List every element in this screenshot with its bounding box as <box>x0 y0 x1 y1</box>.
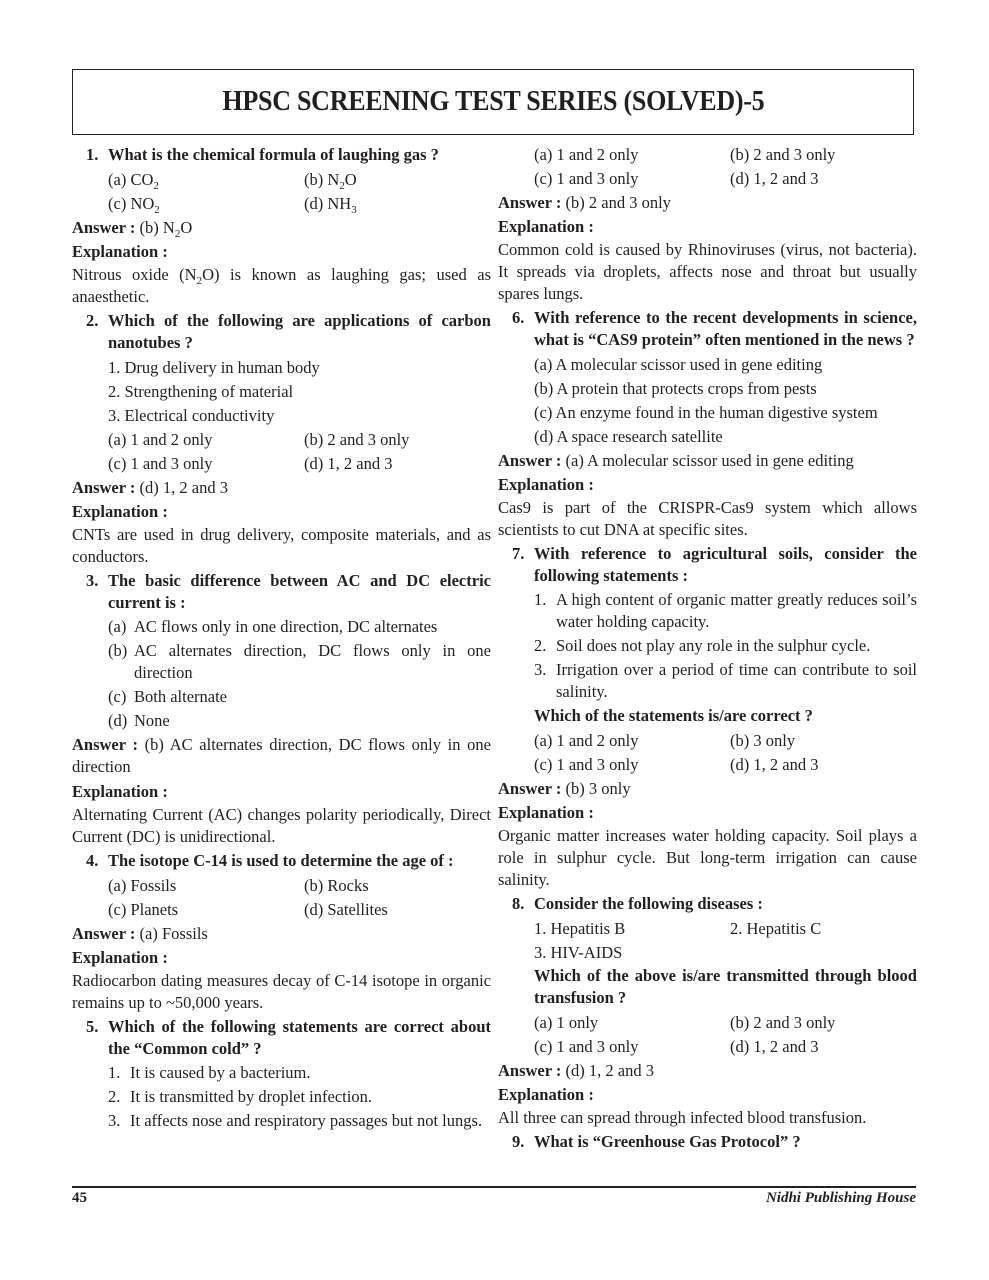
option-b: (b) 2 and 3 only <box>730 1013 836 1032</box>
statement-1: 1. Drug delivery in human body <box>108 358 320 377</box>
options <box>498 729 917 777</box>
statement-3: 3. Irrigation over a period of time can contribute to soil salinity. <box>534 660 917 701</box>
question-3 <box>72 570 491 848</box>
answer: Answer : (b) 3 only <box>498 779 631 798</box>
option-d: (d) 1, 2 and 3 <box>730 169 819 188</box>
option-a: (a) AC flows only in one direction, DC alternates <box>108 617 438 636</box>
option-b: (b) A protein that protects crops from pests <box>534 379 817 398</box>
option-b: (b) 2 and 3 only <box>730 145 836 164</box>
options <box>498 1011 917 1059</box>
question-text: 4. The isotope C-14 is used to determine the age of : <box>86 851 454 870</box>
explanation-text: All three can spread through infected blood transfusion. <box>498 1108 867 1127</box>
statement-1: 1. A high content of organic matter greatly reduces soil’s water holding capacity. <box>534 590 917 631</box>
statement-3: 3. Electrical conductivity <box>108 406 275 425</box>
statement-1: 1. It is caused by a bacterium. <box>108 1063 311 1082</box>
statement-3: 3. HIV-AIDS <box>534 943 623 962</box>
sub-question: Which of the above is/are transmitted through blood transfusion ? <box>534 966 917 1007</box>
question-text: 8. Consider the following diseases : <box>512 894 763 913</box>
question-9 <box>498 1131 917 1153</box>
left-column <box>72 143 491 1134</box>
options <box>72 428 491 476</box>
question-text: 2. Which of the following are applications of carbon nanotubes ? <box>86 311 491 352</box>
explanation-heading: Explanation : <box>72 242 168 261</box>
option-a: (a) A molecular scissor used in gene editing <box>534 355 823 374</box>
option-c: (c) An enzyme found in the human digestive system <box>534 403 878 422</box>
answer: Answer : (b) 2 and 3 only <box>498 193 671 212</box>
option-c: (c) $NO_2$ <box>108 194 160 216</box>
question-text: 5. Which of the following statements are correct about the “Common cold” ? <box>86 1017 491 1058</box>
option-c: (c) 1 and 3 only <box>534 1037 639 1056</box>
question-text: 3. The basic difference between AC and DC electric current is : <box>86 571 491 612</box>
answer: Answer : (d) 1, 2 and 3 <box>72 478 228 497</box>
answer: Answer : (d) 1, 2 and 3 <box>498 1061 654 1080</box>
publisher-name: Nidhi Publishing House <box>765 1190 916 1206</box>
question-8 <box>498 893 917 1129</box>
question-5 <box>72 1016 491 1132</box>
option-d: (d) Satellites <box>304 900 388 919</box>
footer-divider <box>72 1186 916 1188</box>
statement-1: 1. Hepatitis B <box>534 919 626 938</box>
option-c: (c) Both alternate <box>108 687 228 706</box>
page-title: HPSC SCREENING TEST SERIES (SOLVED)-5 <box>221 86 765 117</box>
options <box>498 143 917 191</box>
answer: Answer : (b) $N_2O$ <box>72 218 193 240</box>
answer: Answer : (a) Fossils <box>72 924 208 943</box>
option-c: (c) Planets <box>108 900 179 919</box>
explanation-heading: Explanation : <box>72 782 168 801</box>
question-2 <box>72 310 491 568</box>
option-a: (a) 1 only <box>534 1013 599 1032</box>
statements <box>498 917 917 965</box>
statement-2: 2. Soil does not play any role in the sulphur cycle. <box>534 636 871 655</box>
option-a: (a) 1 and 2 only <box>534 145 639 164</box>
answer: Answer : (b) AC alternates direction, DC flows only in one direction <box>72 735 492 776</box>
option-d: (d) 1, 2 and 3 <box>730 755 819 774</box>
option-a: (a) 1 and 2 only <box>108 430 213 449</box>
explanation-heading: Explanation : <box>498 475 594 494</box>
explanation-heading: Explanation : <box>72 948 168 967</box>
option-c: (c) 1 and 3 only <box>534 755 639 774</box>
explanation-heading: Explanation : <box>498 217 594 236</box>
right-column <box>498 143 917 1155</box>
question-text: 9. What is “Greenhouse Gas Protocol” ? <box>512 1132 801 1151</box>
question-text: 6. With reference to the recent developments in science, what is “CAS9 protein” often mentioned in the news ? <box>512 308 917 349</box>
title-box <box>72 69 914 135</box>
question-7 <box>498 543 917 891</box>
option-b: (b) AC alternates direction, DC flows only in one direction <box>108 641 491 682</box>
explanation-heading: Explanation : <box>72 502 168 521</box>
explanation-text: Alternating Current (AC) changes polarity periodically, Direct Current (DC) is unidirectional. <box>72 805 491 846</box>
option-c: (c) 1 and 3 only <box>534 169 639 188</box>
question-1 <box>72 144 491 308</box>
option-d: (d) $NH_3$ <box>304 194 357 216</box>
options <box>72 874 491 922</box>
statement-2: 2. Strengthening of material <box>108 382 294 401</box>
option-c: (c) 1 and 3 only <box>108 454 213 473</box>
option-a: (a) 1 and 2 only <box>534 731 639 750</box>
option-a: (a) $CO_2$ <box>108 170 159 192</box>
explanation-heading: Explanation : <box>498 1085 594 1104</box>
statement-2: 2. Hepatitis C <box>730 919 822 938</box>
question-5-continued <box>498 143 917 305</box>
question-text: 7. With reference to agricultural soils, consider the following statements : <box>512 544 917 585</box>
option-b: (b) Rocks <box>304 876 369 895</box>
option-b: (b) 2 and 3 only <box>304 430 410 449</box>
option-d: (d) A space research satellite <box>534 427 723 446</box>
option-a: (a) Fossils <box>108 876 177 895</box>
option-b: (b) 3 only <box>730 731 796 750</box>
statement-2: 2. It is transmitted by droplet infection. <box>108 1087 372 1106</box>
option-d: (d) 1, 2 and 3 <box>304 454 393 473</box>
question-4 <box>72 850 491 1014</box>
question-text: 1. What is the chemical formula of laughing gas ? <box>86 145 439 164</box>
statement-3: 3. It affects nose and respiratory passages but not lungs. <box>108 1111 483 1130</box>
option-d: (d) None <box>108 711 170 730</box>
explanation-text: Common cold is caused by Rhinoviruses (virus, not bacteria). It spreads via droplets, affects nose and throat but usually spares lungs. <box>498 240 917 303</box>
explanation-text: Radiocarbon dating measures decay of C-14 isotope in organic remains up to ~50,000 years. <box>72 971 491 1012</box>
answer: Answer : (a) A molecular scissor used in gene editing <box>498 451 854 470</box>
option-d: (d) 1, 2 and 3 <box>730 1037 819 1056</box>
options <box>72 168 491 216</box>
explanation-heading: Explanation : <box>498 803 594 822</box>
explanation-text: Nitrous oxide $(N_2O)$ is known as laughing gas; used as anaesthetic. <box>72 265 491 306</box>
explanation-text: Organic matter increases water holding capacity. Soil plays a role in sulphur cycle. But long-term irrigation can cause salinity. <box>498 826 917 889</box>
page-number: 45 <box>72 1190 87 1206</box>
explanation-text: Cas9 is part of the CRISPR-Cas9 system which allows scientists to cut DNA at specific sites. <box>498 498 917 539</box>
sub-question: Which of the statements is/are correct ? <box>534 706 813 725</box>
explanation-text: CNTs are used in drug delivery, composite materials, and as conductors. <box>72 525 491 566</box>
question-6 <box>498 307 917 541</box>
option-b: (b) $N_2O$ <box>304 170 357 192</box>
